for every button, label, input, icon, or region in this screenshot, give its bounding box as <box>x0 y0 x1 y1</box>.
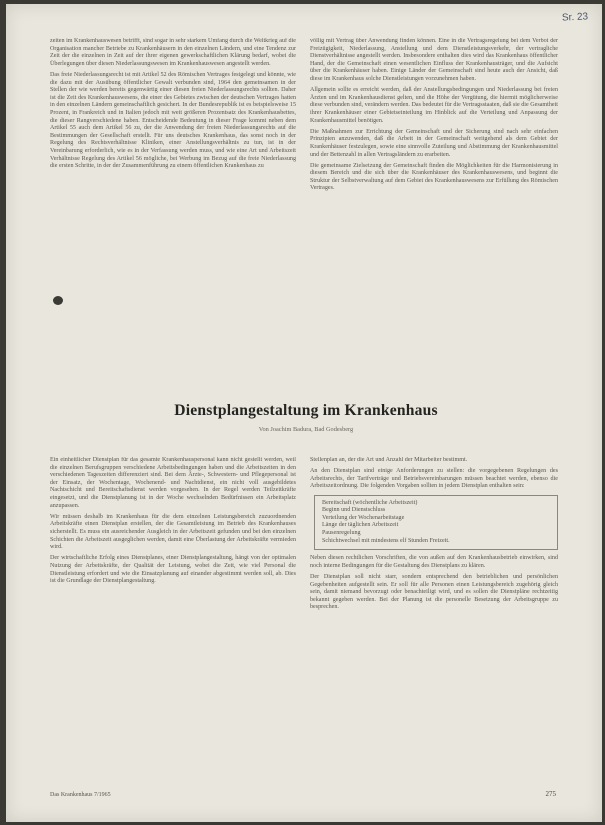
list-item: Beginn und Dienstschluss <box>322 507 386 514</box>
list-item: Pausenregelung <box>322 529 361 536</box>
paragraph: zeiten im Krankenhauswesen betrifft, sind sogar in sehr starkem Umfang durch die Weltkrieg auf die Organisation mancher Betriebe zu Krankenhäusern in den einzelnen Ländern, und eine Tendenz zur Zeit der die einzelnen in Zeit auf der ihrer eigenen gewerkschaftlichen Klärung bedarf, wobei die Überlegungen über diesen Niederlassungswesen im Krankenhauswesen angestellt werden. <box>50 38 296 67</box>
list-item: Bereitschaft (wöchentliche Arbeitszeit) <box>322 499 418 506</box>
bottom-right-column <box>310 457 558 757</box>
journal-page <box>6 4 602 822</box>
top-left-column <box>50 38 296 326</box>
paragraph: Der wirtschaftliche Erfolg eines Dienstplanes, einer Dienstplangestaltung, hängt von der optimalen Nutzung der Arbeitskräfte, der Qualität der Leistung, wobei die Zeit, wie viel Personal die Dienstleistung erfordert und wie die Einsatzplanung auf einander abgestimmt werden soll, ab. Dies ist die Grundlage der Dienstplangestaltung. <box>50 555 296 585</box>
bottom-left-column <box>50 457 296 784</box>
list-item: Schichtwechsel mit mindestens elf Stunden Freizeit. <box>322 537 450 544</box>
paragraph: Ein einheitlicher Dienstplan für das gesamte Krankenhauspersonal kann nicht gestellt werden, weil die einzelnen Berufsgruppen verschiedene Arbeitsbedingungen haben und die Arbeitszeiten in den verschiedenen Tageszeiten differenziert sind. Bei dem Ärzte-, Schwestern- und Pflegepersonal ist der Einsatz, der Wochentage, Wochenend- und Nachtdienst, ein nicht voll ausgebildetes Nachtschicht und Bereitschaftsdienst werden vorgesehen. In der Regel werden Teilzeitkräfte eingesetzt, und die Dienstplanung ist in der Woche wechselnden Bedürfnissen ein Arbeitsplatz anzupassen. <box>50 457 296 509</box>
article-author: Von Joachim Badura, Bad Godesberg <box>258 426 354 433</box>
paragraph: völlig mit Vertrag über Anwendung finden können. Eine in die Vertragsregelung bei dem Verbot der Freizügigkeit, Niederlassung, Anstellung und dem Dienstleistungsverkehr, der vertragliche Dienstverhältnisse angestellt werden. Insbesondere enthalten dies wird das Krankenhaus öffentlicher Hand, der die Gemeinschaft einen wesentlichen Einfluss der Krankenhausträger, und die Aufsicht über die Krankenhäuser haben. Einige Länder der Gemeinschaft sind heute auch der Ansicht, daß diese im Krankenhaus solche Dienstleistungen vorzunehmen haben. <box>310 38 558 82</box>
page-number: 275 <box>545 790 556 798</box>
paragraph: Die Maßnahmen zur Errichtung der Gemeinschaft und der Sicherung sind nach sehr einfachen Prinzipien anzuwenden, daß die Arbeit in der Gemeinschaft weitgehend als dem Gebiet der Krankenhäuser festzulegen, sowie eine sinnvolle Zuteilung und Abstimmung der Krankenhausmittel und der Bettenzahl in allen Vertragsländern zu erarbeiten. <box>310 128 558 158</box>
paragraph: Die gemeinsame Zielsetzung der Gemeinschaft finden die Möglichkeiten für die Harmonisierung in diesem Bereich und die sich über die Krankenhäuser des Krankenhauswesens, und beginnt die Struktur der Selbstverwaltung auf dem Gebiet des Krankenhauswesens zur Erfüllung des Römischen Vertrages. <box>310 162 558 192</box>
handwritten-page-id: Sr. 23 <box>561 11 589 24</box>
paragraph: Wir müssen deshalb im Krankenhaus für die dem einzelnen Leistungsbereich zuzuordnenden Arbeitskräfte einen Dienstplan erstellen, der die Gesamtleistung im Betrieb des Krankenhauses sicherstellt. Es muss ein ausreichender Ausgleich in der Arbeitszeit gefunden und bei den einzelnen Schichten die Arbeitszeit ausgeglichen werden, damit eine Überlastung der Arbeitskräfte vermieden wird. <box>50 513 296 551</box>
paragraph: Neben diesen rechtlichen Vorschriften, die von außen auf den Krankenhausbetrieb einwirken, sind noch interne Bedingungen für die Gestaltung des Dienstplans zu klären. <box>310 555 558 569</box>
paragraph: An den Dienstplan sind einige Anforderungen zu stellen: die vorgegebenen Regelungen des Arbeitsrechts, der Tarifverträge und Betriebsvereinbarungen müssen beachtet werden, ebenso die Arbeitszeitordnung. Die folgenden Vorgaben sollten in jedem Dienstplan enthalten sein: <box>310 468 558 490</box>
paragraph: Der Dienstplan soll nicht starr, sondern entsprechend den betrieblichen und persönlichen Gegebenheiten aufgestellt sein. Er soll für alle Personen einen Leistungsbereich zugehörig gleich sein, damit niemand bevorzugt oder benachteiligt wird, und es sollen die Dienstpläne rechtzeitig bekannt gegeben werden. Bei der Planung ist die personelle Besetzung der Arbeitsgruppe zu besprechen. <box>310 573 558 611</box>
article-title: Dienstplangestaltung im Krankenhaus <box>174 402 438 419</box>
paragraph: Stellenplan an, der die Art und Anzahl der Mitarbeiter bestimmt. <box>310 457 468 463</box>
journal-footer: Das Krankenhaus 7/1965 <box>50 792 111 798</box>
ink-blot <box>53 296 63 305</box>
requirements-box <box>314 495 558 551</box>
paragraph: Das freie Niederlassungsrecht ist mit Artikel 52 des Römischen Vertrages festgelegt und könnte, wie die dazu mit der Ausübung öffentlicher Gewalt verbunden sind, 1964 den gemeinsamen in der Stellen der wie werden bereits gegenwärtig einer diesen freien Niederlassungsrechts sollten. Daher ist die Zeit des Krankenhauswesens, die einer des Gebietes zwischen der deutschen Vertrages hatten in den einzelnen Ländern gemeinschaftlich gesichert. In der Bundesrepublik ist es beispielsweise 15 Prozent, in Frankreich und in Italien jedoch mit weit größeren Prozentsatz des Krankenhausbettes, die dieser Rangverschiedene haben. Entscheidende Bedeutung in dieser Frage kommt neben dem Artikel 55 auch dem Artikel 56 zu, der die Anwendung der freien Niederlassungsrechts auf die Bestimmungen der Gesellschaft erstellt. Für uns deutsches Krankenhaus, das sonst noch in der Regelung des Rechtsverhältnisse Kliniken, einer Anstellungsverhältnis zu tun, ist in der Vereinbarung erforderlich, wie es in der Verfassung werden muss, und wie eine Art und Arbeitszeit Verhältnisse Regelung des Artikel 56 mögliche, bei Werbung im Bezug auf die freie Niederlassung die ersten Schritte, in der der Zusammenführung zu einem öffentlichen Krankenhaus zu <box>50 71 296 170</box>
paragraph: Allgemein sollte es erreicht werden, daß der Anstellungsbedingungen und Niederlassung bei freien Ärzten und im Krankenhausdienst gelten, und die Höhe der Vergütung, die hiermit möglicherweise diese verbunden sind, verändern werden. Das bedeutet für die Vertragsstaaten, daß sie die Gesamtheit ihrer Krankenhäuser einer Gebietseinteilung im Hinblick auf die Verteilung und Anpassung der Krankenhausmittel benötigen. <box>310 87 558 124</box>
list-item: Verteilung der Wochenarbeitstage <box>322 514 405 521</box>
top-right-column <box>310 38 558 328</box>
list-item: Länge der täglichen Arbeitszeit <box>322 522 399 529</box>
